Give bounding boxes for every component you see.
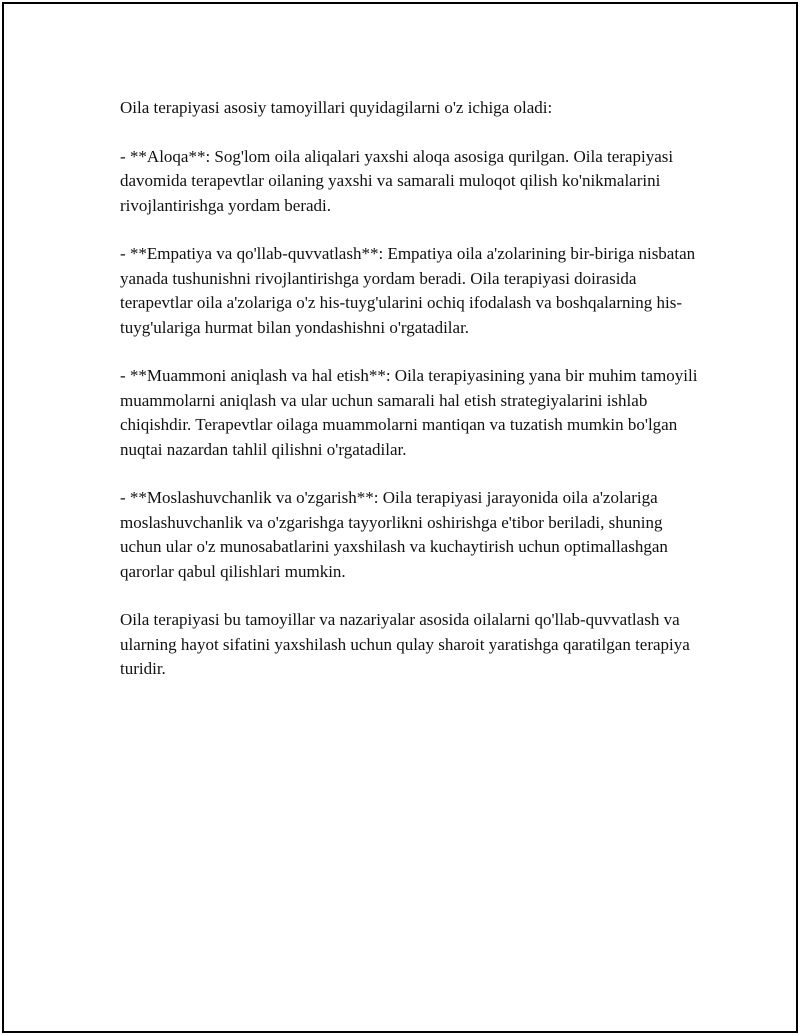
intro-paragraph: Oila terapiyasi asosiy tamoyillari quyidagilarni o'z ichiga oladi: — [120, 98, 553, 117]
document-page — [2, 2, 798, 1033]
conclusion-paragraph: Oila terapiyasi bu tamoyillar va nazariyalar asosida oilalarni qo'llab-quvvatlash va ularning hayot sifatini yaxshilash uchun qulay sharoit yaratishga qaratilgan terapiya turidir. — [120, 610, 690, 679]
document-body — [120, 96, 700, 706]
principle-flexibility: - **Moslashuvchanlik va o'zgarish**: Oila terapiyasi jarayonida oila a'zolariga moslashuvchanlik va o'zgarishga tayyorlikni oshirishga e'tibor beriladi, shuning uchun ular o'z munosabatlarini yaxshilash va kuchaytirish uchun optimallashgan qarorlar qabul qilishlari mumkin. — [120, 488, 668, 581]
principle-problem-solving: - **Muammoni aniqlash va hal etish**: Oila terapiyasining yana bir muhim tamoyili muammolarni aniqlash va ular uchun samarali hal etish strategiyalarini ishlab chiqishdir. Terapevtlar oilaga muammolarni mantiqan va tuzatish mumkin bo'lgan nuqtai nazardan tahlil qilishni o'rgatadilar. — [120, 366, 698, 459]
principle-communication: - **Aloqa**: Sog'lom oila aliqalari yaxshi aloqa asosiga qurilgan. Oila terapiyasi davomida terapevtlar oilaning yaxshi va samarali muloqot qilish ko'nikmalarini rivojlantirishga yordam beradi. — [120, 146, 674, 215]
principle-empathy: - **Empatiya va qo'llab-quvvatlash**: Empatiya oila a'zolarining bir-biriga nisbatan yanada tushunishni rivojlantirishga yordam beradi. Oila terapiyasi doirasida terapevtlar oila a'zolariga o'z his-tuyg'ularini ochiq ifodalash va boshqalarning his-tuyg'ulariga hurmat bilan yondashishni o'rgatadilar. — [120, 244, 696, 337]
